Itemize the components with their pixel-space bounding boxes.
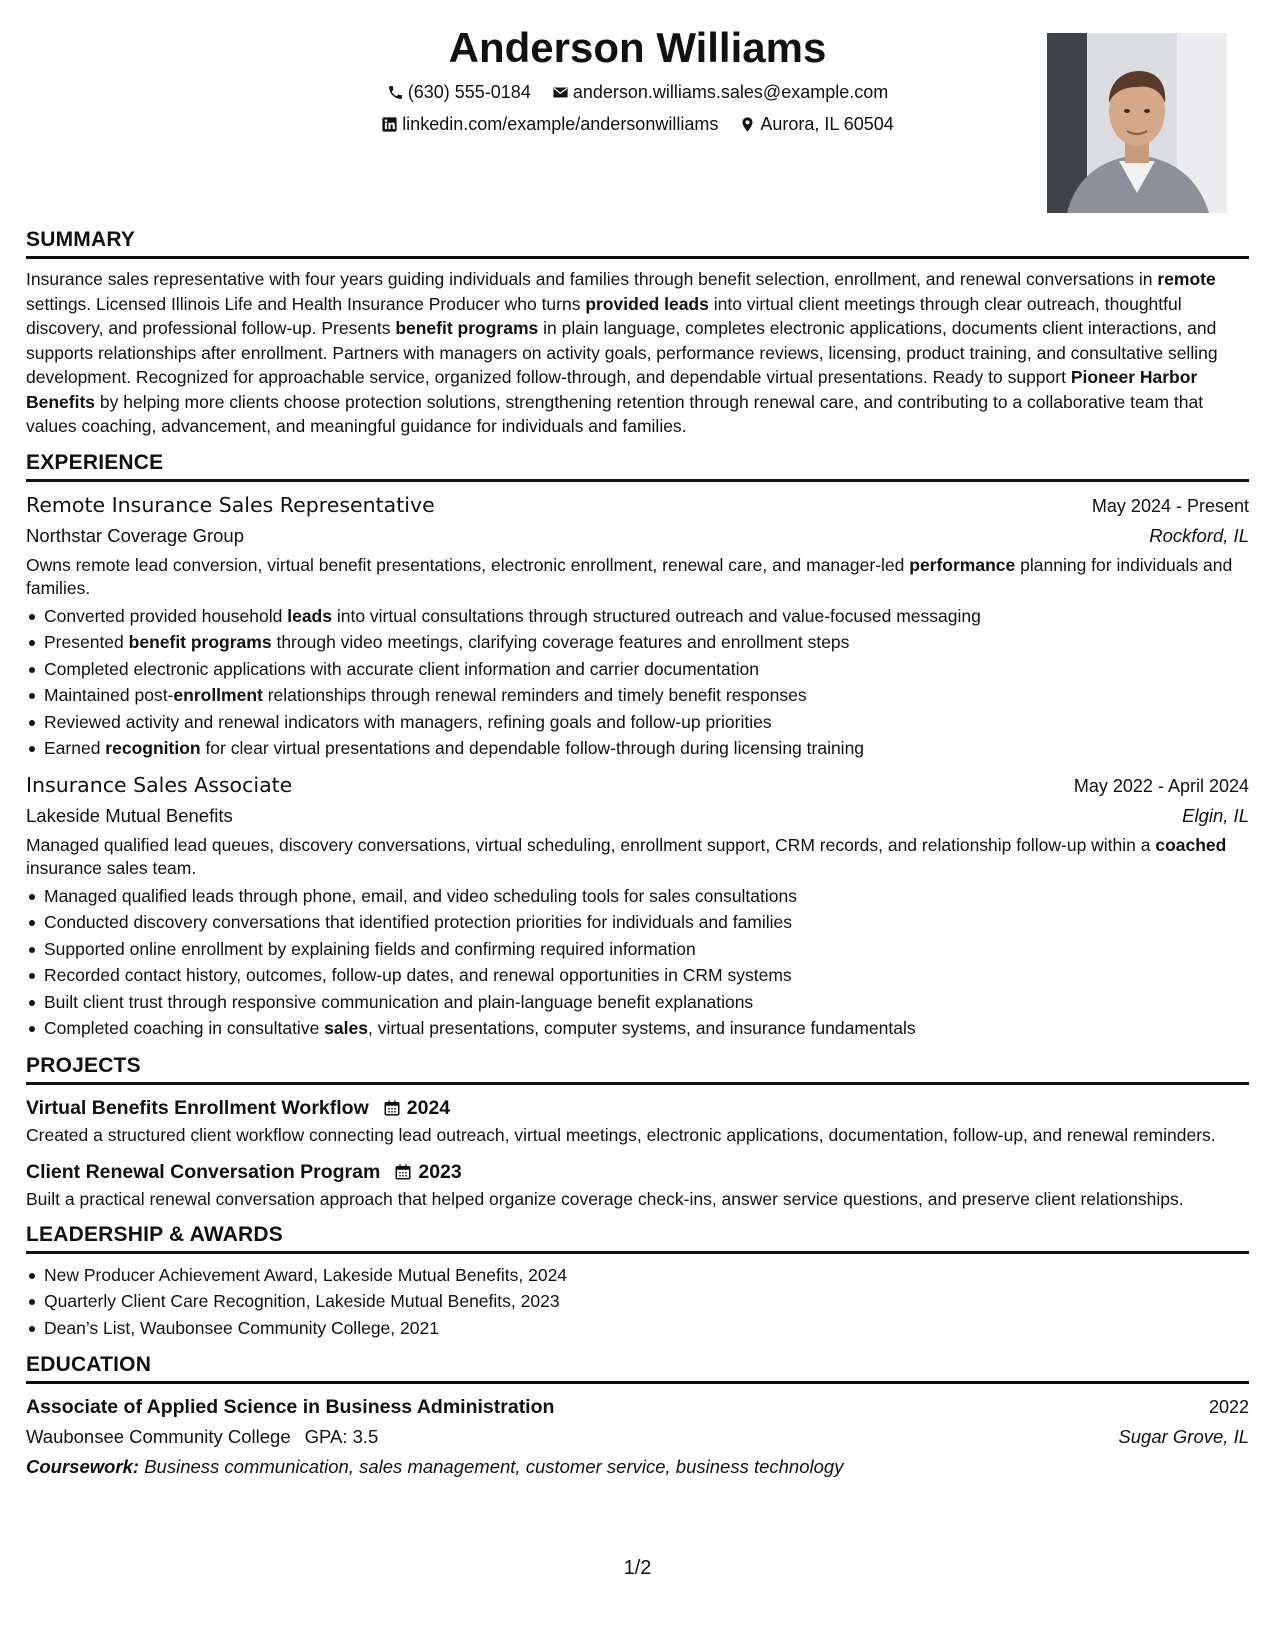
bullet-item: Completed electronic applications with accurate client information and carrier documentation <box>26 656 1249 683</box>
job-bullets <box>26 603 1249 762</box>
bullet-item: Supported online enrollment by explaining fields and confirming required information <box>26 936 1249 963</box>
project-year: 2023 <box>418 1160 462 1183</box>
company-name: Lakeside Mutual Benefits <box>26 804 233 826</box>
job-description: Managed qualified lead queues, discovery conversations, virtual scheduling, enrollment support, CRM records, and relationship follow-up within a coached insurance sales team. <box>26 834 1227 878</box>
job-location: Rockford, IL <box>1149 524 1249 546</box>
job-title: Insurance Sales Associate <box>26 772 293 797</box>
bullet-item: Reviewed activity and renewal indicators with managers, refining goals and follow-up priorities <box>26 709 1249 736</box>
job-dates: May 2024 - Present <box>1091 495 1249 516</box>
projects-heading: PROJECTS <box>26 1052 1249 1085</box>
project-description: Created a structured client workflow connecting lead outreach, virtual meetings, electronic applications, documentation, follow-up, and renewal reminders. <box>26 1124 1216 1145</box>
coursework-label: Coursework: <box>26 1456 140 1477</box>
job-bullets <box>26 883 1249 1042</box>
page-number: 1/2 <box>623 1557 652 1579</box>
bullet-item: Conducted discovery conversations that identified protection priorities for individuals and families <box>26 909 1249 936</box>
resume-header <box>26 0 1249 216</box>
project-name: Client Renewal Conversation Program <box>26 1160 381 1183</box>
project-year: 2024 <box>406 1096 451 1119</box>
coursework-list: Business communication, sales management, customer service, business technology <box>139 1456 844 1477</box>
award-item: Quarterly Client Care Recognition, Lakeside Mutual Benefits, 2023 <box>26 1288 1249 1315</box>
project-entry <box>26 1093 1249 1147</box>
candidate-name: Anderson Williams <box>448 24 827 71</box>
education-heading: EDUCATION <box>26 1351 1249 1384</box>
job-entry <box>26 490 1249 762</box>
projects-section <box>26 1052 1249 1211</box>
job-description: Owns remote lead conversion, virtual benefit presentations, electronic enrollment, renewal care, and manager-led performance planning for individuals and families. <box>26 554 1233 598</box>
job-entry <box>26 770 1249 1042</box>
phone-contact <box>387 80 531 104</box>
bullet-item: Presented benefit programs through video meetings, clarifying coverage features and enrollment steps <box>26 629 1249 656</box>
calendar-icon <box>383 1099 401 1117</box>
bullet-item: Earned recognition for clear virtual presentations and dependable follow-through during licensing training <box>26 735 1249 762</box>
bullet-item: Completed coaching in consultative sales, virtual presentations, computer systems, and insurance fundamentals <box>26 1015 1249 1042</box>
linkedin-url[interactable]: linkedin.com/example/andersonwilliams <box>402 114 719 134</box>
awards-list <box>26 1262 1249 1342</box>
email-address[interactable]: anderson.williams.sales@example.com <box>572 82 889 102</box>
job-location: Elgin, IL <box>1182 804 1249 826</box>
location-contact <box>739 112 893 136</box>
bullet-item: Converted provided household leads into virtual consultations through structured outreach and value-focused messaging <box>26 603 1249 630</box>
experience-heading: EXPERIENCE <box>26 449 1249 482</box>
phone-number: (630) 555-0184 <box>407 82 531 102</box>
project-name: Virtual Benefits Enrollment Workflow <box>26 1096 369 1119</box>
email-contact[interactable] <box>552 80 888 104</box>
summary-heading: SUMMARY <box>26 226 1249 259</box>
school-info <box>26 1422 378 1452</box>
experience-section <box>26 449 1249 1042</box>
degree-name: Associate of Applied Science in Business Administration <box>26 1396 555 1418</box>
awards-section <box>26 1221 1249 1342</box>
company-name: Northstar Coverage Group <box>26 524 244 546</box>
summary-section <box>26 226 1249 439</box>
project-description: Built a practical renewal conversation approach that helped organize coverage check-ins, answer service questions, and preserve client relationships. <box>26 1188 1184 1209</box>
map-pin-icon <box>739 116 756 133</box>
awards-heading: LEADERSHIP & AWARDS <box>26 1221 1249 1254</box>
bullet-item: Recorded contact history, outcomes, follow-up dates, and renewal opportunities in CRM systems <box>26 962 1249 989</box>
summary-text: Insurance sales representative with four years guiding individuals and families through benefit selection, enrollment, and renewal conversations in remote settings. Licensed Illinois Life and Health Insurance Producer who turns provided leads into virtual client meetings through clear outreach, thoughtful discovery, and professional follow-up. Presents benefit programs in plain language, completes electronic applications, documents client interactions, and supports relationships after enrollment. Partners with managers on activity goals, performance reviews, licensing, product training, and consultative selling development. Recognized for approachable service, organized follow-through, and dependable virtual presentations. Ready to support Pioneer Harbor Benefits by helping more clients choose protection solutions, strengthening retention through renewal care, and contributing to a collaborative team that values coaching, advancement, and meaningful guidance for individuals and families. <box>26 269 1218 436</box>
phone-icon <box>387 84 404 101</box>
calendar-icon <box>394 1163 412 1181</box>
coursework <box>26 1452 1249 1482</box>
job-title: Remote Insurance Sales Representative <box>26 492 435 517</box>
graduation-year: 2022 <box>1208 1397 1249 1417</box>
profile-photo <box>1047 33 1227 213</box>
location-text: Aurora, IL 60504 <box>760 114 894 134</box>
bullet-item: Maintained post-enrollment relationships through renewal reminders and timely benefit responses <box>26 682 1249 709</box>
project-entry <box>26 1157 1249 1211</box>
school-name: Waubonsee Community College <box>26 1426 291 1447</box>
school-location: Sugar Grove, IL <box>1118 1426 1249 1447</box>
award-item: New Producer Achievement Award, Lakeside Mutual Benefits, 2024 <box>26 1262 1249 1289</box>
linkedin-contact[interactable] <box>381 112 718 136</box>
linkedin-icon <box>381 116 398 133</box>
award-item: Dean’s List, Waubonsee Community College, 2021 <box>26 1315 1249 1342</box>
envelope-icon <box>552 84 569 101</box>
education-section <box>26 1351 1249 1482</box>
bullet-item: Built client trust through responsive communication and plain-language benefit explanations <box>26 989 1249 1016</box>
job-dates: May 2022 - April 2024 <box>1073 775 1249 796</box>
gpa: GPA: 3.5 <box>304 1426 379 1447</box>
bullet-item: Managed qualified leads through phone, email, and video scheduling tools for sales consultations <box>26 883 1249 910</box>
